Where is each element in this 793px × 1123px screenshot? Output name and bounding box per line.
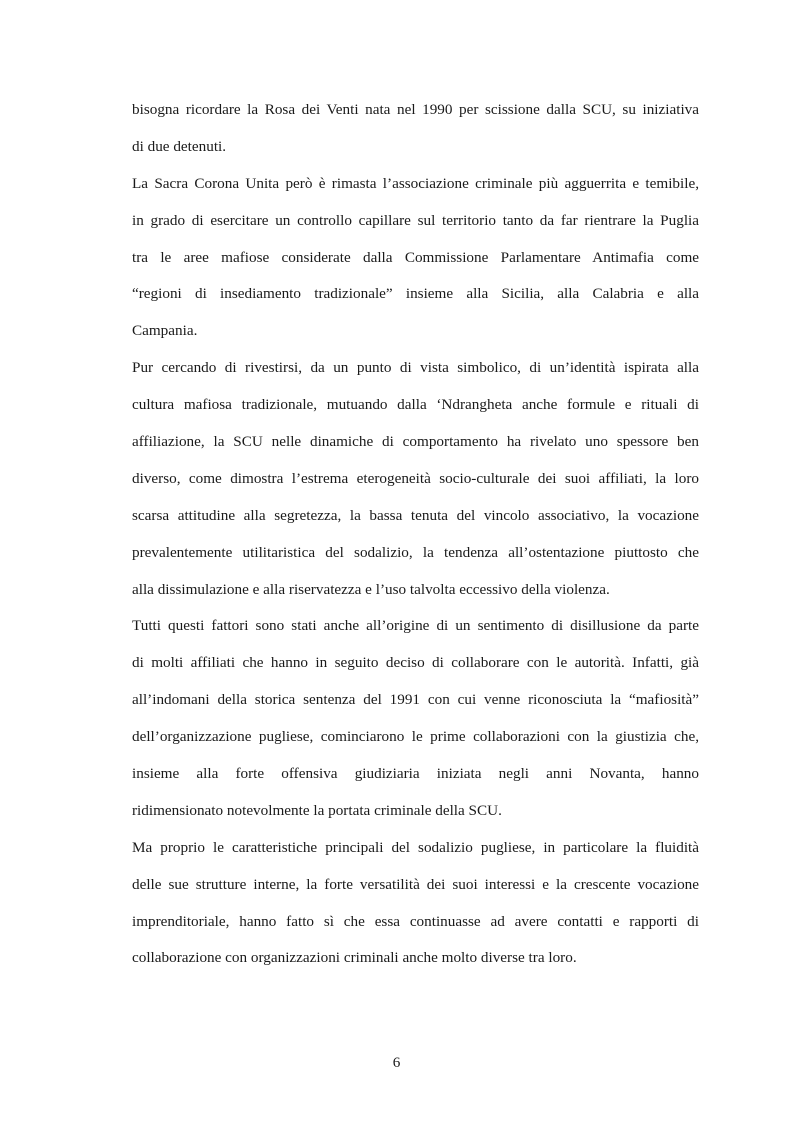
text-line: bisogna ricordare la Rosa dei Venti nata nel 1990 per scissione dalla SCU, su iniziativa [132, 101, 699, 118]
text-line: Campania. [132, 322, 198, 340]
text-line: Pur cercando di rivestirsi, da un punto di vista simbolico, di un’identità ispirata alla [132, 359, 699, 377]
text-line: dell’organizzazione pugliese, cominciarono le prime collaborazioni con la giustizia che, [132, 728, 699, 746]
text-line: scarsa attitudine alla segretezza, la bassa tenuta del vincolo associativo, la vocazione [132, 506, 699, 524]
text-line: Ma proprio le caratteristiche principali del sodalizio pugliese, in particolare la fluidità [132, 838, 699, 856]
text-line: in grado di esercitare un controllo capillare sul territorio tanto da far rientrare la Puglia [132, 211, 699, 229]
text-line: diverso, come dimostra l’estrema eterogeneità socio-culturale dei suoi affiliati, la loro [132, 469, 699, 487]
text-line: La Sacra Corona Unita però è rimasta l’associazione criminale più agguerrita e temibile, [132, 174, 699, 192]
text-line: collaborazione con organizzazioni criminali anche molto diverse tra loro. [132, 949, 577, 967]
text-line: all’indomani della storica sentenza del 1991 con cui venne riconosciuta la “mafiosità” [132, 691, 699, 709]
text-line: delle sue strutture interne, la forte versatilità dei suoi interessi e la crescente vocazione [132, 875, 699, 893]
text-line: Tutti questi fattori sono stati anche all’origine di un sentimento di disillusione da parte [132, 617, 699, 635]
text-line: insieme alla forte offensiva giudiziaria iniziata negli anni Novanta, hanno [132, 765, 699, 783]
body-text [132, 92, 699, 977]
text-line: prevalentemente utilitaristica del sodalizio, la tendenza all’ostentazione piuttosto che [132, 543, 699, 561]
text-line: “regioni di insediamento tradizionale” insieme alla Sicilia, alla Calabria e alla [132, 285, 699, 303]
text-line: affiliazione, la SCU nelle dinamiche di comportamento ha rivelato uno spessore ben [132, 433, 699, 451]
text-line: di due detenuti. [132, 137, 227, 155]
text-line: ridimensionato notevolmente la portata criminale della SCU. [132, 801, 502, 819]
page-number: 6 [392, 1054, 401, 1071]
text-line: tra le aree mafiose considerate dalla Commissione Parlamentare Antimafia come [132, 248, 699, 266]
text-line: imprenditoriale, hanno fatto sì che essa continuasse ad avere contatti e rapporti di [132, 912, 699, 930]
text-line: cultura mafiosa tradizionale, mutuando dalla ‘Ndrangheta anche formule e rituali di [132, 396, 699, 414]
text-line: alla dissimulazione e alla riservatezza e l’uso talvolta eccessivo della violenza. [132, 580, 610, 598]
text-line: di molti affiliati che hanno in seguito deciso di collaborare con le autorità. Infatti, già [132, 654, 699, 672]
